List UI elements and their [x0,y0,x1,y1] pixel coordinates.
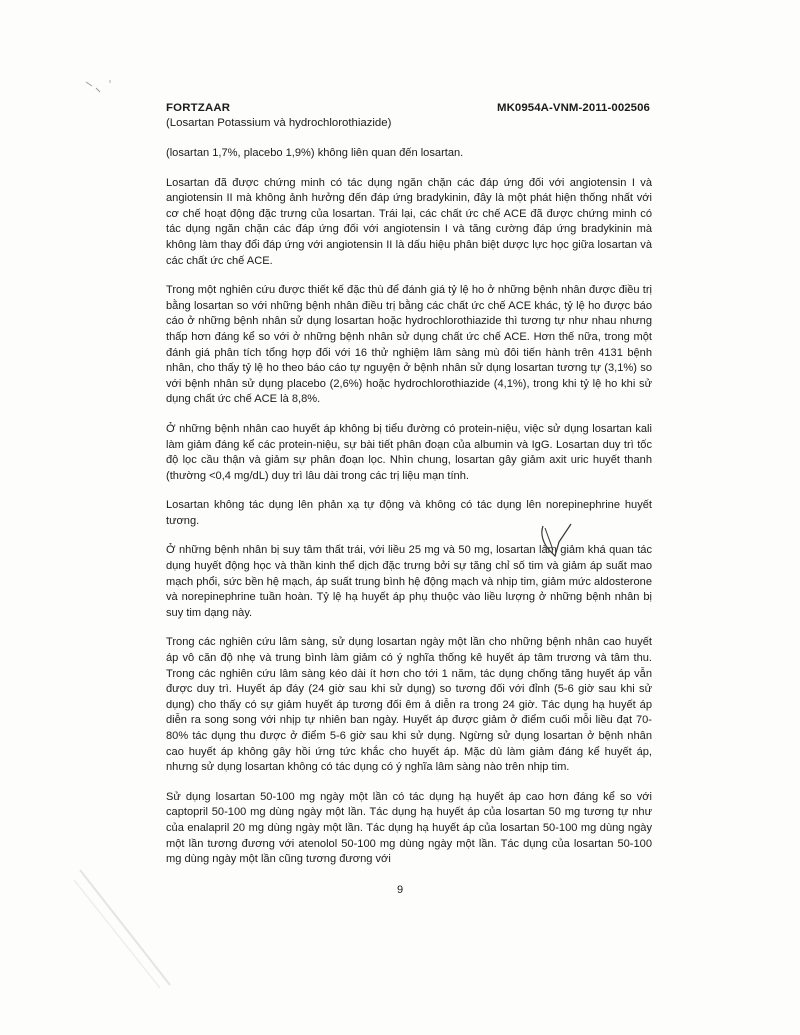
handwritten-check-mark-icon [537,520,577,564]
paragraph: (losartan 1,7%, placebo 1,9%) không liên quan đến losartan. [166,147,464,159]
paragraph: Sử dụng losartan 50-100 mg ngày một lần có tác dụng hạ huyết áp cao hơn đáng kể so với captopril 50-100 mg dùng ngày một lần. Tác dụng hạ huyết áp của losartan 50 mg tương tự như của enalapril 20 mg dùng ngày một lần. Tác dụng hạ huyết áp của losartan 50-100 mg dùng ngày một lần tương đương với atenolol 50-100 mg dùng ngày một lần. Tác dụng của losartan 50-100 mg dùng ngày một lần cũng tương đương với [166,790,652,866]
document-body [166,146,652,882]
paragraph: Ở những bệnh nhân cao huyết áp không bị tiểu đường có protein-niệu, việc sử dụng losartan kali làm giảm đáng kể các protein-niệu, sự bài tiết phân đoạn của albumin và IgG. Losartan duy trì tốc độ lọc cầu thận và giảm sự phân đoạn lọc. Nhìn chung, losartan gây giảm axit uric huyết thanh (thường <0,4 mg/dL) duy trì lâu dài trong các trị liệu mạn tính. [166,422,652,482]
paragraph: Ở những bệnh nhân bị suy tâm thất trái, với liều 25 mg và 50 mg, losartan làm giảm khá quan tác dụng huyết động học và thần kinh thể dịch đặc trưng bởi sự tăng chỉ số tim và giảm áp suất mao mạch phổi, sức bền hệ mạch, áp suất trung bình hệ động mạch và nhịp tim, giảm mức aldosterone và norepinephrine tuần hoàn. Tỷ lệ hạ huyết áp phụ thuộc vào liều lượng ở những bệnh nhân bị suy tim dạng này. [166,544,652,619]
document-id: MK0954A-VNM-2011-002506 [497,102,650,114]
scan-shadow-icon [70,860,180,990]
paragraph: Losartan đã được chứng minh có tác dụng ngăn chặn các đáp ứng đối với angiotensin I và angiotensin II mà không ảnh hưởng đến đáp ứng bradykinin, đây là một phát hiện thống nhất với cơ chế hoạt động đặc trưng của losartan. Trái lại, các chất ức chế ACE đã được chứng minh có tác dụng ngăn chặn các đáp ứng đối với angiotensin I và tăng cường đáp ứng bradykinin mà không làm thay đổi đáp ứng với angiotensin II là dấu hiệu phân biệt dược lực học giữa losartan và các chất ức chế ACE. [166,176,652,267]
paragraph: Trong các nghiên cứu lâm sàng, sử dụng losartan ngày một lần cho những bệnh nhân cao huyết áp vô căn độ nhẹ và trung bình làm giảm có ý nghĩa thống kê huyết áp tâm trương và tâm thu. Trong các nghiên cứu lâm sàng kéo dài ít hơn cho tới 1 năm, tác dụng chống tăng huyết áp vẫn được duy trì. Huyết áp đáy (24 giờ sau khi sử dụng) so tương đối với đỉnh (5-6 giờ sau khi sử dụng) cho thấy có sự giảm huyết áp tương đối êm ả diễn ra trong 24 giờ. Tác dụng hạ huyết áp diễn ra song song với nhịp tự nhiên ban ngày. Huyết áp được giảm ở điểm cuối mỗi liều đạt 70-80% tác dụng thu được ở điểm 5-6 giờ sau khi sử dụng. Ngừng sử dụng losartan ở bệnh nhân cao huyết áp không gây hồi ứng tức khắc cho huyết áp. Mặc dù làm giảm đáng kể huyết áp, nhưng sử dụng losartan không có tác dụng có ý nghĩa lâm sàng nào trên nhịp tim. [166,636,652,774]
paragraph: Losartan không tác dụng lên phản xạ tự động và không có tác dụng lên norepinephrine huyết tương. [166,499,652,527]
brand-title: FORTZAAR [166,102,231,114]
document-header [166,101,650,131]
paragraph: Trong một nghiên cứu được thiết kế đặc thù để đánh giá tỷ lệ ho ở những bệnh nhân được điều trị bằng losartan so với những bệnh nhân điều trị bằng các chất ức chế ACE khác, tỷ lệ ho được báo cáo ở những bệnh nhân sử dụng losartan hoặc hydrochlorothiazide thì tương tự như nhau nhưng thấp hơn đáng kể so với ở những bệnh nhân sử dụng chất ức chế ACE. Hơn thế nữa, trong một đánh giá phân tích tổng hợp đối với 16 thử nghiệm lâm sàng mù đôi tiến hành trên 4131 bệnh nhân, cho thấy tỷ lệ ho theo báo cáo tự nguyện ở bệnh nhân sử dụng losartan tương tự (3,1%) so với bệnh nhân sử dụng placebo (2,6%) hoặc hydrochlorothiazide (4,1%), trong khi tỷ lệ ho khi sử dụng chất ức chế ACE là 8,8%. [166,284,652,406]
page-number: 9 [396,884,404,896]
scan-mark-icon [84,78,114,98]
document-subtitle: (Losartan Potassium và hydrochlorothiazide) [166,117,392,129]
